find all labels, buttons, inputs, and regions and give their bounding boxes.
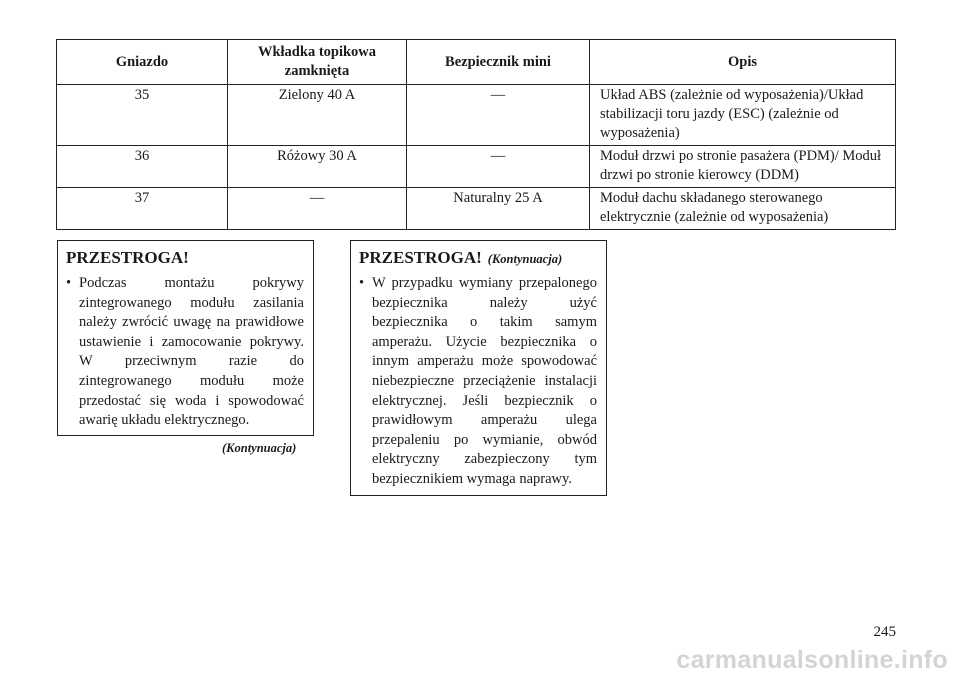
page-number: 245 [873, 624, 896, 640]
bullet-icon: • [359, 275, 365, 291]
caution-title [66, 248, 189, 268]
caution-subtitle: (Kontynuacja) [487, 252, 563, 266]
caution-bullet-item [66, 274, 304, 431]
caution-box-right [350, 240, 607, 496]
cell-mini: Naturalny 25 A [407, 188, 590, 230]
table-row [57, 85, 896, 146]
caution-body [66, 274, 304, 431]
cell-description: Moduł drzwi po stronie pasażera (PDM)/ Moduł drzwi po stronie kierowcy (DDM) [590, 146, 896, 188]
table-row [57, 146, 896, 188]
caution-text: W przypadku wymiany przepalonego bezpiecznika należy użyć bezpiecznika o takim samym amperażu. Użycie bezpiecznika o innym amperażu może spowodować niebezpieczne przeciążenie instalacji elektrycznej. Jeśli bezpiecznik o prawidłowym amperażu ulega przepaleniu po wymianie, obwód elektryczny zabezpieczony tym bezpiecznikiem wymaga naprawy. [372, 275, 597, 487]
caution-title-text: PRZESTROGA! [359, 248, 482, 267]
header-description: Opis [590, 40, 896, 85]
watermark: carmanualsonline.info [676, 646, 948, 674]
caution-bullet-item [359, 274, 597, 490]
cell-cartridge: — [228, 188, 407, 230]
cell-description: Układ ABS (zależnie od wyposażenia)/Układ stabilizacji toru jazdy (ESC) (zależnie od wyposażenia) [590, 85, 896, 146]
cell-mini: — [407, 85, 590, 146]
cell-socket: 35 [57, 85, 228, 146]
header-cartridge-fuse: Wkładka topikowa zamknięta [228, 40, 407, 85]
fuse-table [56, 39, 896, 230]
cell-mini: — [407, 146, 590, 188]
table-header-row [57, 40, 896, 85]
cell-socket: 37 [57, 188, 228, 230]
bullet-icon: • [66, 275, 72, 291]
caution-body [359, 274, 597, 490]
caution-text: Podczas montażu pokrywy zintegrowanego modułu zasilania należy zwrócić uwagę na prawidłowe ustawienie i zamocowanie pokrywy. W przeciwnym razie do zintegrowanego modułu może przedostać się woda i spowodować awarię układu elektrycznego. [79, 275, 304, 429]
caution-box-left [57, 240, 314, 436]
header-mini-fuse: Bezpiecznik mini [407, 40, 590, 85]
caution-title-text: PRZESTROGA! [66, 248, 189, 267]
cell-cartridge: Zielony 40 A [228, 85, 407, 146]
header-socket: Gniazdo [57, 40, 228, 85]
cell-cartridge: Różowy 30 A [228, 146, 407, 188]
cell-description: Moduł dachu składanego sterowanego elektrycznie (zależnie od wyposażenia) [590, 188, 896, 230]
continued-note: (Kontynuacja) [222, 441, 297, 455]
table-row [57, 188, 896, 230]
cell-socket: 36 [57, 146, 228, 188]
caution-title [359, 248, 562, 268]
